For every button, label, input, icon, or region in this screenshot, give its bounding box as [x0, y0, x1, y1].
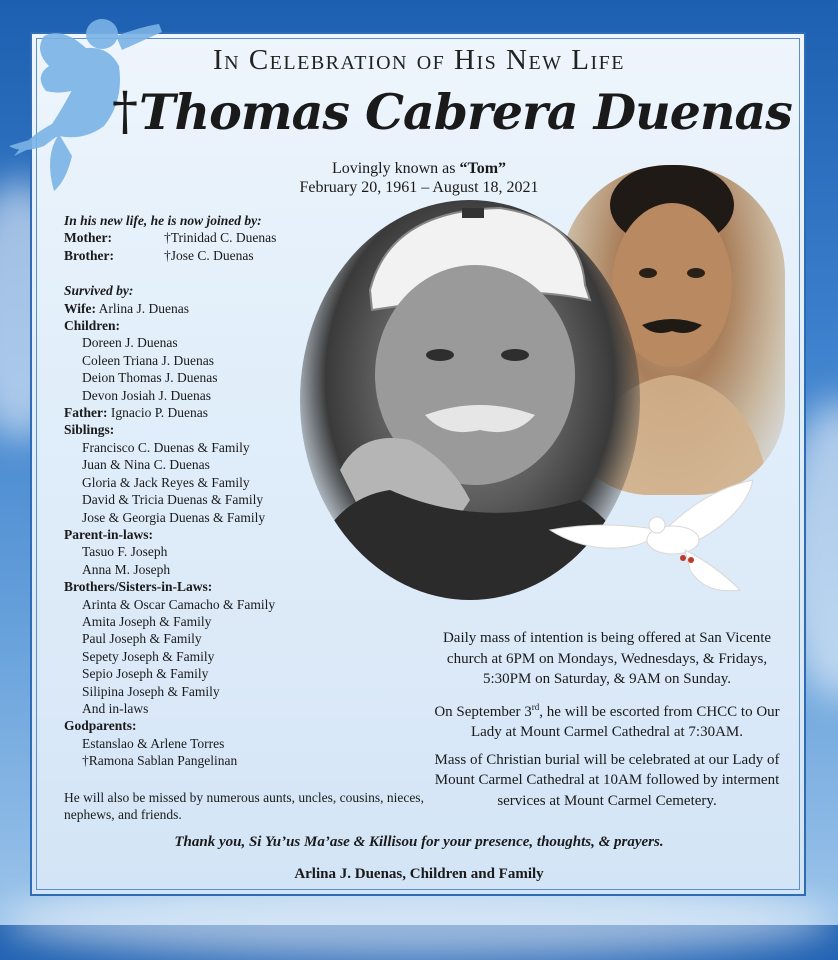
parents-in-law-label: Parent-in-laws: [64, 526, 153, 542]
father-label: Father: [64, 405, 108, 421]
brother-row [64, 247, 424, 264]
list-item: Paul Joseph & Family [82, 631, 202, 647]
list-item: Devon Josiah J. Duenas [82, 387, 211, 403]
escort-details: , he will be escorted from CHCC to Our Lady at Mount Carmel Cathedral at 7:30AM. [470, 703, 780, 740]
thanks-message: Thank you, Si Yu’us Ma’ase & Killisou for your presence, thoughts, & prayers. [174, 834, 664, 850]
family-list [64, 212, 424, 770]
list-item: Jose & Georgia Duenas & Family [82, 509, 266, 525]
list-item: Coleen Triana J. Duenas [82, 352, 214, 368]
joined-heading: In his new life, he is now joined by: [64, 213, 262, 228]
siblings-list [64, 439, 424, 526]
siblings-in-law-label: Brothers/Sisters-in-Laws: [64, 579, 213, 595]
mother-name: †Trinidad C. Duenas [164, 230, 277, 246]
list-item: Amita Joseph & Family [82, 613, 212, 629]
father-row [64, 404, 424, 421]
also-missed-note: He will also be missed by numerous aunts, uncles, cousins, nieces, nephews, and friends. [64, 790, 424, 822]
godparents-list [64, 735, 424, 770]
children-list [64, 334, 424, 404]
deceased-name [112, 82, 792, 142]
wife-row [64, 300, 424, 317]
list-item: Juan & Nina C. Duenas [82, 457, 210, 473]
escort-date: On September 3 [434, 703, 532, 720]
list-item: †Ramona Sablan Pangelinan [82, 753, 238, 769]
survived-heading: Survived by: [64, 283, 134, 299]
burial-text: Mass of Christian burial will be celebrated at our Lady of Mount Carmel Cathedral at 10AM followed by interment services at Mount Carmel Cemetery. [434, 751, 780, 809]
family-signature: Arlina J. Duenas, Children and Family [294, 866, 544, 882]
cross-icon: † [112, 82, 137, 142]
wife-name: Arlina J. Duenas [98, 300, 189, 316]
deceased-full-name: Thomas Cabrera Duenas [139, 83, 792, 141]
brother-label: Brother: [64, 247, 114, 263]
dove-icon [545, 470, 760, 600]
known-as-prefix: Lovingly known as [331, 160, 456, 177]
children-label: Children: [64, 318, 121, 334]
service-details [422, 628, 792, 818]
parents-in-law-list [64, 543, 424, 578]
list-item: Francisco C. Duenas & Family [82, 439, 250, 455]
godparents-label: Godparents: [64, 718, 137, 734]
list-item: Sepio Joseph & Family [82, 666, 209, 682]
list-item: And in-laws [82, 700, 149, 716]
list-item: Silipina Joseph & Family [82, 683, 220, 699]
life-dates: February 20, 1961 – August 18, 2021 [299, 179, 539, 196]
list-item: Anna M. Joseph [82, 561, 171, 577]
father-name: Ignacio P. Duenas [110, 405, 208, 421]
wife-label: Wife: [64, 300, 96, 316]
list-item: Arinta & Oscar Camacho & Family [82, 596, 276, 612]
mother-row [64, 229, 424, 246]
daily-mass-text: Daily mass of intention is being offered at San Vicente church at 6PM on Mondays, Wednesdays, & Fridays, 5:30PM on Saturday, & 9AM on Sunday. [442, 630, 772, 687]
nickname: “Tom” [459, 160, 507, 177]
escort-text [422, 697, 792, 743]
brother-name: †Jose C. Duenas [164, 247, 254, 263]
siblings-label: Siblings: [64, 422, 115, 438]
list-item: David & Tricia Duenas & Family [82, 492, 264, 508]
list-item: Estanslao & Arlene Torres [82, 735, 225, 751]
list-item: Gloria & Jack Reyes & Family [82, 474, 250, 490]
escort-date-suffix: rd [531, 701, 540, 712]
list-item: Doreen J. Duenas [82, 335, 178, 351]
list-item: Sepety Joseph & Family [82, 648, 215, 664]
siblings-in-law-list [64, 596, 424, 718]
list-item: Tasuo F. Joseph [82, 544, 168, 560]
mother-label: Mother: [64, 230, 112, 246]
header-title: In Celebration of His New Life [212, 44, 626, 76]
list-item: Deion Thomas J. Duenas [82, 370, 218, 386]
